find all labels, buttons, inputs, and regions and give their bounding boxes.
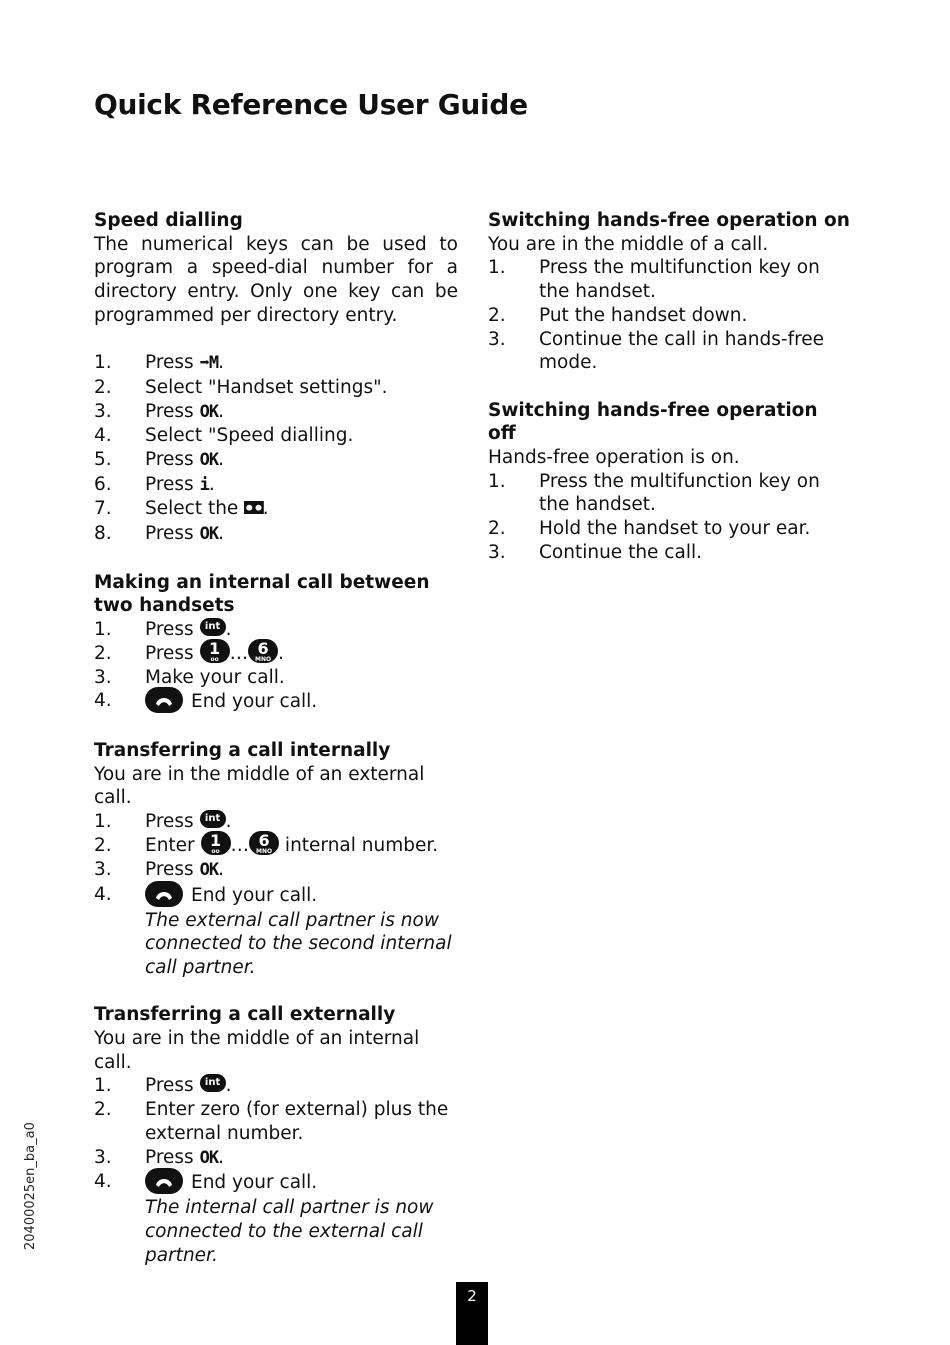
right-column — [488, 209, 850, 588]
step-list — [488, 470, 850, 565]
list-item: 2. Enter zero (for external) plus the external number. — [94, 1099, 449, 1144]
list-item: 3. Make your call. — [94, 666, 285, 688]
list-item: 8. Press OK. — [94, 523, 224, 545]
document-code: 20400025en_ba_a0 — [23, 1122, 38, 1250]
list-item: 3. Continue the call in hands-free mode. — [488, 328, 825, 374]
step-list — [94, 1074, 458, 1267]
ok-key-icon: OK — [199, 859, 219, 880]
key-6-icon: 6 MNO — [248, 639, 278, 663]
list-item: 6. Press i. — [94, 473, 215, 495]
list-item: 3. Press OK. — [94, 858, 224, 880]
key-1-icon: 1 oo — [201, 831, 231, 855]
ok-key-icon: OK — [199, 1147, 219, 1168]
list-item: 2. Enter 1 oo … 6 MNO internal number. — [94, 830, 439, 856]
result-note: The external call partner is now connected to the second internal call partner. — [145, 909, 452, 978]
list-item: 7. Select the ◘◘. — [94, 498, 269, 520]
section-intro: You are in the middle of a call. — [488, 233, 769, 255]
display-key-icon: ◘◘ — [244, 499, 263, 520]
list-item: 3. Press OK. — [94, 400, 224, 422]
step-list — [94, 351, 458, 547]
list-item: 1. Press int . — [94, 811, 232, 833]
list-item: 2. Hold the handset to your ear. — [488, 518, 811, 540]
list-item: 2. Press 1 oo … 6 MNO . — [94, 638, 284, 664]
step-list — [94, 810, 458, 980]
int-key-icon: int — [200, 1074, 226, 1092]
section-intro: Hands-free operation is on. — [488, 447, 740, 469]
list-item: 1. Press int . — [94, 618, 232, 640]
key-1-icon: 1 oo — [200, 639, 230, 663]
page-title: Quick Reference User Guide — [94, 88, 528, 121]
section-intro: You are in the middle of an internal call. — [94, 1028, 420, 1073]
section-handsfree-on — [488, 209, 850, 375]
section-heading: Making an internal call between two handsets — [94, 571, 430, 617]
menu-key-icon: ➡M — [199, 353, 219, 374]
list-item: 4. Select "Speed dialling. — [94, 425, 354, 447]
section-speed-dialling — [94, 209, 458, 547]
section-intro: You are in the middle of an external call. — [94, 763, 425, 809]
list-item: 1. Press int . — [94, 1075, 232, 1097]
ok-key-icon: OK — [199, 450, 219, 471]
ok-key-icon: OK — [199, 524, 219, 545]
end-call-icon — [145, 881, 183, 907]
section-internal-call — [94, 571, 458, 716]
ok-key-icon: OK — [199, 401, 219, 422]
left-column — [94, 209, 458, 1291]
section-heading: Switching hands-free operation off — [488, 399, 818, 445]
step-list — [488, 256, 850, 375]
list-item: 1. Press the multifunction key on the handset. — [488, 470, 820, 516]
step-list — [94, 618, 458, 715]
page-number: 2 — [456, 1282, 488, 1345]
list-item: 3. Press OK. — [94, 1146, 224, 1168]
section-heading: Switching hands-free operation on — [488, 210, 850, 231]
section-transfer-internal — [94, 739, 458, 980]
result-note: The internal call partner is now connected to the external call partner. — [145, 1197, 434, 1266]
list-item: 2. Select "Handset settings". — [94, 376, 388, 398]
end-call-icon — [145, 1168, 183, 1194]
list-item: 1. Press ➡M. — [94, 352, 224, 374]
section-heading: Transferring a call internally — [94, 740, 391, 762]
section-heading: Speed dialling — [94, 210, 243, 231]
list-item: 3. Continue the call. — [488, 541, 702, 563]
info-key-icon: i — [199, 474, 209, 495]
list-item: 4. End your call. — [94, 689, 458, 715]
int-key-icon: int — [200, 810, 226, 828]
end-call-icon — [145, 687, 183, 713]
key-6-icon: 6 MNO — [249, 831, 279, 855]
section-transfer-external — [94, 1003, 458, 1267]
section-intro: The numerical keys can be used to program a speed-dial number for a directory entry. Only one key can be programmed per directory entry. — [94, 233, 458, 326]
section-heading: Transferring a call externally — [94, 1004, 396, 1026]
list-item: 2. Put the handset down. — [488, 304, 748, 326]
list-item: 1. Press the multifunction key on the handset. — [488, 257, 820, 303]
list-item: 4. End your call. The internal call partner is now connected to the external call partner. — [94, 1170, 458, 1267]
section-handsfree-off — [488, 399, 850, 565]
list-item: 5. Press OK. — [94, 449, 224, 471]
int-key-icon: int — [200, 618, 226, 636]
list-item: 4. End your call. The external call partner is now connected to the second internal call partner. — [94, 883, 458, 980]
